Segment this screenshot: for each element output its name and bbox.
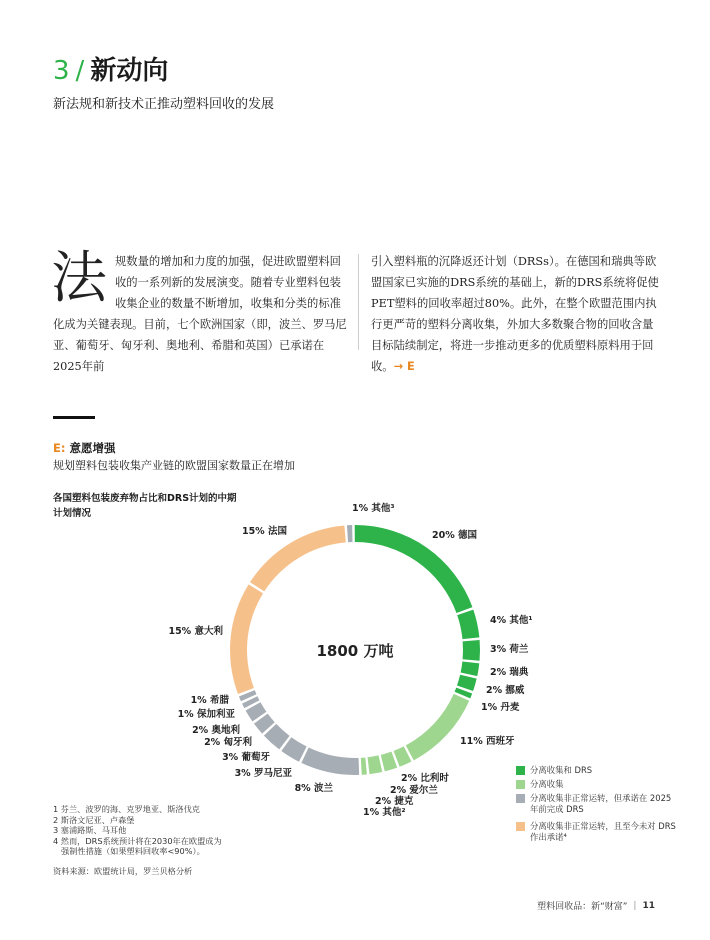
donut-center-label: 1800 万吨 [316,642,394,660]
exhibit-title-text: 意愿增强 [69,441,116,455]
donut-slice-label: 2% 爱尔兰 [390,785,438,796]
footnote-2: 2 斯洛文尼亚、卢森堡 [53,814,135,825]
legend-item [516,779,676,790]
donut-slice-label: 1% 其他² [363,807,406,818]
footnotes [53,804,253,857]
legend-item [516,793,676,815]
donut-slice-label: 11% 西班牙 [460,736,515,747]
donut-slice [457,610,479,639]
legend-label: 分离收集和 DRS [530,765,593,775]
chart-title: 各国塑料包装废弃物占比和DRS计划的中期计划情况 [53,493,237,519]
legend-swatch [516,766,525,775]
donut-slice-label: 2% 匈牙利 [204,737,252,748]
page-footer [537,899,655,912]
legend-item [516,821,676,843]
donut-slice [463,640,480,661]
donut-slice [301,748,359,775]
donut-slice-label: 4% 其他¹ [490,615,533,626]
body-text-left: 规数量的增加和力度的加强，促进欧盟塑料回收的一系列新的发展演变。随着专业塑料包装收集企业的数量不断增加，收集和分类的标准化成为关键表现。目前，七个欧洲国家（即，波兰、罗马尼亚、葡萄牙、匈牙利、奥地利、希腊和英国）已承诺在2025年前 [53,255,347,373]
footer-divider: | [633,900,637,911]
donut-slice-label: 3% 葡萄牙 [222,752,270,763]
donut-slice-label: 15% 意大利 [168,626,223,637]
legend-label: 分离收集非正常运转，但承诺在 2025 年前完成 DRS [530,793,672,814]
donut-slice-label: 15% 法国 [241,526,287,537]
donut-slice-label: 20% 德国 [432,530,478,541]
donut-slice-label: 3% 荷兰 [490,644,529,655]
donut-slice [347,525,353,542]
legend-swatch [516,780,525,789]
exhibit-subtitle: 规划塑料包装收集产业链的欧盟国家数量正在增加 [53,459,295,472]
running-title: 塑料回收品：新“财富” [537,902,628,912]
donut-slice [406,694,469,760]
donut-slice [461,662,480,677]
donut-slice [361,758,367,775]
donut-slice-label: 2% 挪威 [486,685,525,696]
exhibit-tag: E: [53,441,66,455]
legend-label: 分离收集 [530,779,564,789]
donut-slice-label: 2% 奥地利 [192,725,240,736]
legend-swatch [516,822,525,831]
donut-slice-label: 2% 比利时 [401,773,449,784]
footnote-4: 4 然而，DRS系统预计将在2030年在欧盟成为 [53,835,222,846]
drop-cap: 法 [51,246,107,311]
donut-slice-label: 1% 丹麦 [481,702,520,713]
donut-slice-label: 2% 捷克 [375,796,414,807]
chapter-subtitle: 新法规和新技术正推动塑料回收的发展 [53,97,275,112]
donut-slice-label: 1% 其他³ [352,503,395,514]
donut-slice-label: 1% 希腊 [190,695,229,706]
footnote-3: 3 塞浦路斯、马耳他 [53,825,127,835]
legend-item [516,765,676,776]
footnote-1: 1 芬兰、波罗的海、克罗地亚、斯洛伐克 [53,804,200,814]
chapter-slash: / [75,56,85,86]
body-text-right: 引入塑料瓶的沉降返还计划（DRSs）。在德国和瑞典等欧盟国家已实施的DRS系统的基础上，新的DRS系统将促使PET塑料的回收率超过80%。此外，在整个欧盟范围内执行更严苛的塑料分离收集，外加大多数聚合物的回收含量目标陆续制定，将进一步推动更多的优质塑料原料用于回收。 [371,255,659,373]
legend-label: 分离收集非正常运转，且至今未对 DRS 作出承诺⁴ [530,821,676,842]
donut-slice-label: 1% 保加利亚 [177,709,235,720]
donut-slice-label: 2% 瑞典 [490,667,529,678]
footnote-4-continued: 强制性措施（如果塑料回收率<90%）。 [61,846,205,856]
donut-slice-label: 8% 波兰 [294,783,333,794]
exhibit-reference-link[interactable]: → E [393,360,415,373]
legend-swatch [516,794,525,803]
donut-slice-label: 3% 罗马尼亚 [234,768,292,779]
donut-slice [368,755,383,774]
donut-slice [381,752,397,772]
source-note: 资料来源：欧盟统计局，罗兰贝格分析 [53,866,193,876]
page-number: 11 [642,900,655,911]
chapter-title: 新动向 [90,56,169,86]
chapter-number: 3 [53,56,70,86]
donut-slice [457,675,477,691]
donut-slice [230,584,263,694]
chart-legend [516,765,676,846]
